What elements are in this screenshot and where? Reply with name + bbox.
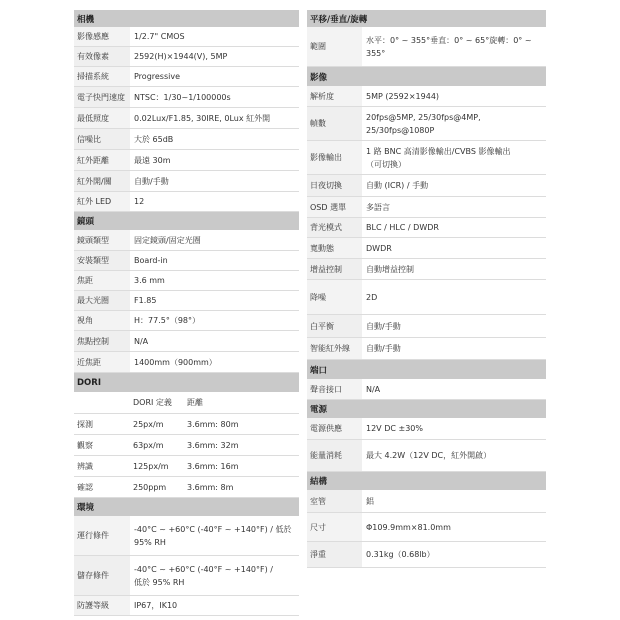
table-row	[74, 251, 299, 271]
spec-value: Board-in	[134, 256, 168, 265]
spec-value: 最遠 30m	[134, 155, 171, 165]
spec-key: 有效像素	[74, 47, 130, 66]
spec-value: 固定鏡頭/固定光圈	[134, 235, 201, 245]
spec-key: 運行條件	[74, 516, 130, 555]
spec-key: 尺寸	[307, 513, 362, 541]
spec-key: 電子快門速度	[74, 87, 130, 107]
section-header-environment: 環境	[74, 498, 299, 516]
dori-density: 250ppm	[133, 482, 167, 492]
spec-value: 鋁	[366, 496, 374, 506]
spec-key: OSD 選單	[307, 197, 362, 217]
spec-key: 紅外開/關	[74, 171, 130, 191]
spec-value: 12	[134, 197, 145, 206]
dori-level: 探測	[77, 419, 93, 429]
table-row	[307, 280, 546, 315]
dori-density: 63px/m	[133, 440, 164, 450]
section-header-video: 影像	[307, 67, 546, 86]
spec-value-line: 1 路 BNC 高清影像輸出/CVBS 影像輸出	[366, 146, 511, 156]
dori-header-distance: 距離	[187, 398, 203, 407]
spec-value: 5MP (2592×1944)	[366, 91, 440, 101]
spec-value-line: 355°	[366, 48, 386, 58]
spec-value-line: 20fps@5MP, 25/30fps@4MP,	[366, 112, 481, 122]
spec-value: DWDR	[366, 243, 392, 253]
spec-key: 幀數	[307, 107, 362, 140]
spec-key: 室管	[307, 490, 362, 512]
spec-value: 12V DC ±30%	[366, 424, 423, 433]
table-row	[307, 141, 546, 175]
spec-key: 信噪比	[74, 129, 130, 149]
dori-density: 125px/m	[133, 461, 169, 471]
spec-value-line: 25/30fps@1080P	[366, 125, 435, 135]
spec-key: 紅外距離	[74, 150, 130, 170]
spec-value: IP67，IK10	[134, 601, 178, 610]
spec-value-line: 水平：0° ~ 355°垂直：0° ~ 65°旋轉：0° ~	[366, 35, 532, 45]
spec-key: 背光模式	[307, 218, 362, 237]
spec-value	[362, 111, 481, 137]
section-header-camera: 相機	[74, 10, 299, 27]
dori-distance: 3.6mm: 32m	[187, 440, 239, 450]
table-row	[307, 440, 546, 472]
spec-key: 掃描系統	[74, 67, 130, 86]
spec-value: Φ109.9mm×81.0mm	[366, 522, 451, 532]
table-row	[74, 87, 299, 108]
table-row	[74, 47, 299, 67]
table-row	[307, 379, 546, 400]
table-row	[307, 197, 546, 218]
spec-key: 防護等級	[74, 596, 130, 615]
spec-key: 電源供應	[307, 418, 362, 439]
table-row	[74, 129, 299, 150]
spec-value-line: -40°C ~ +60°C (-40°F ~ +140°F) / 低於	[134, 524, 292, 534]
spec-value	[362, 145, 511, 171]
table-row	[307, 513, 546, 542]
spec-key: 範圍	[307, 27, 362, 66]
table-row	[74, 435, 299, 456]
spec-value: 大於 65dB	[134, 134, 174, 144]
spec-value-line: -40°C ~ +60°C (-40°F ~ +140°F) /	[134, 564, 273, 574]
spec-key: 影像輸出	[307, 141, 362, 174]
table-row	[307, 315, 546, 338]
spec-key: 最低照度	[74, 108, 130, 128]
section-header-pantilt: 平移/垂直/旋轉	[307, 10, 546, 27]
spec-key: 智能紅外線	[307, 338, 362, 359]
spec-value-line: 95% RH	[134, 537, 166, 547]
table-row	[307, 259, 546, 280]
spec-key: 近焦距	[74, 352, 130, 372]
spec-value: 2D	[366, 292, 378, 302]
spec-value: H：77.5°（98°）	[134, 316, 201, 325]
table-row	[307, 490, 546, 513]
spec-value: BLC / HLC / DWDR	[366, 223, 439, 232]
spec-key: 白平衡	[307, 315, 362, 337]
spec-key: 日夜切換	[307, 175, 362, 196]
dori-level: 辨識	[77, 461, 93, 471]
dori-distance: 3.6mm: 8m	[187, 482, 234, 492]
table-row	[74, 192, 299, 212]
spec-value: N/A	[134, 336, 149, 346]
spec-value: N/A	[366, 384, 381, 394]
table-row	[74, 456, 299, 477]
spec-value	[130, 523, 292, 549]
spec-value: 2592(H)×1944(V), 5MP	[134, 52, 228, 61]
table-row	[74, 414, 299, 435]
table-row	[307, 175, 546, 197]
section-header-power: 電源	[307, 400, 546, 418]
spec-value: 最大 4.2W（12V DC，紅外開啟）	[366, 451, 492, 460]
table-row	[307, 86, 546, 107]
dori-level: 確認	[77, 482, 93, 492]
spec-key: 降噪	[307, 280, 362, 314]
dori-distance: 3.6mm: 16m	[187, 461, 239, 471]
spec-value-line: 低於 95% RH	[134, 577, 185, 587]
spec-value: 自動 (ICR) / 手動	[366, 181, 429, 190]
left-spec-table	[74, 10, 299, 616]
table-row	[307, 107, 546, 141]
table-row	[74, 556, 299, 596]
spec-value: 0.02Lux/F1.85, 30IRE, 0Lux 紅外開	[134, 113, 271, 123]
spec-value: 1400mm（900mm）	[134, 357, 217, 367]
spec-value	[362, 34, 532, 60]
section-header-lens: 鏡頭	[74, 212, 299, 230]
table-row	[74, 516, 299, 556]
spec-key: 視角	[74, 311, 130, 330]
table-row	[307, 218, 546, 238]
table-row	[74, 271, 299, 291]
section-header-structure: 結構	[307, 472, 546, 490]
spec-key: 儲存條件	[74, 556, 130, 595]
spec-key: 寬動態	[307, 238, 362, 258]
spec-value	[130, 563, 273, 589]
spec-value: 1/2.7" CMOS	[134, 32, 185, 41]
spec-key: 增益控制	[307, 259, 362, 279]
table-row	[74, 311, 299, 331]
spec-value: 3.6 mm	[134, 276, 165, 285]
spec-key: 解析度	[307, 86, 362, 106]
table-row	[74, 331, 299, 352]
table-row	[307, 27, 546, 67]
spec-key: 影像感應	[74, 27, 130, 46]
spec-key: 安裝類型	[74, 251, 130, 270]
table-row	[74, 352, 299, 373]
table-row	[74, 27, 299, 47]
table-row	[74, 108, 299, 129]
spec-key: 焦距	[74, 271, 130, 290]
table-row	[307, 418, 546, 440]
section-header-dori: DORI	[74, 373, 299, 392]
spec-value: 多語言	[366, 202, 390, 212]
spec-value: 自動/手動	[134, 176, 169, 186]
spec-value: 自動/手動	[366, 321, 401, 331]
spec-key: 紅外 LED	[74, 192, 130, 211]
dori-header-blank	[74, 392, 130, 413]
spec-key: 淨重	[307, 542, 362, 567]
table-row	[74, 150, 299, 171]
dori-header-row	[74, 392, 299, 414]
spec-value: 自動/手動	[366, 344, 401, 353]
dori-density: 25px/m	[133, 419, 164, 429]
spec-key: 鏡頭類型	[74, 230, 130, 250]
spec-key: 聲音接口	[307, 379, 362, 399]
dori-header-definition: DORI 定義	[133, 398, 172, 407]
spec-key: 能量消耗	[307, 440, 362, 471]
table-row	[74, 230, 299, 251]
section-header-port: 端口	[307, 360, 546, 379]
spec-value: 自動增益控制	[366, 264, 414, 274]
table-row	[74, 477, 299, 498]
spec-value: 0.31kg（0.68lb）	[366, 550, 435, 559]
table-row	[74, 291, 299, 311]
table-row	[74, 67, 299, 87]
table-row	[307, 542, 546, 568]
table-row	[307, 238, 546, 259]
table-row	[74, 596, 299, 616]
spec-value: Progressive	[134, 72, 181, 81]
spec-key: 最大光圈	[74, 291, 130, 310]
spec-value-line: （可切換）	[366, 159, 406, 169]
table-row	[74, 171, 299, 192]
spec-value: NTSC：1/30~1/100000s	[134, 92, 231, 102]
right-spec-table	[307, 10, 546, 568]
spec-value: F1.85	[134, 296, 157, 305]
dori-distance: 3.6mm: 80m	[187, 419, 239, 429]
table-row	[307, 338, 546, 360]
dori-level: 觀察	[77, 440, 93, 450]
spec-key: 焦點控制	[74, 331, 130, 351]
